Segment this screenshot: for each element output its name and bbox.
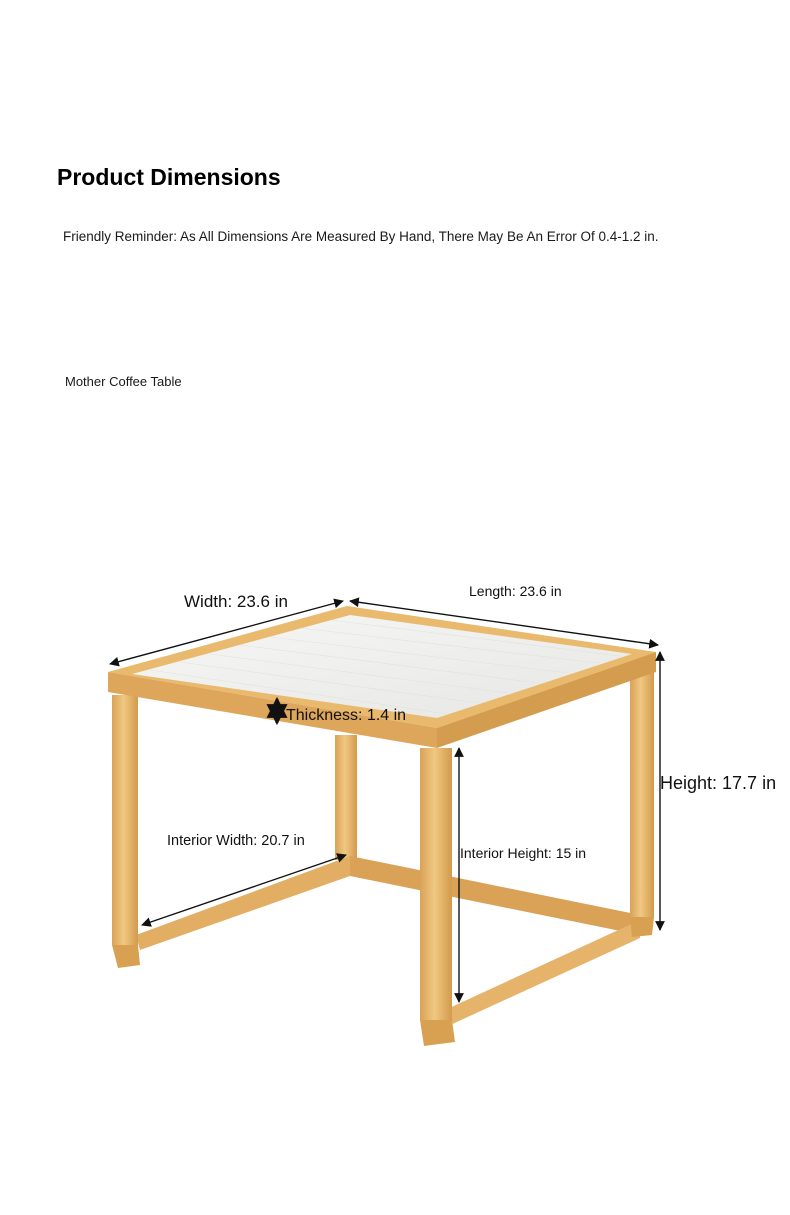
- page-title: Product Dimensions: [57, 164, 281, 190]
- front-center-leg: [420, 748, 452, 1020]
- front-center-foot: [420, 1020, 455, 1046]
- bottom-rail-right: [445, 920, 640, 1026]
- width-label: Width: 23.6 in: [184, 592, 288, 611]
- interior-height-label: Interior Height: 15 in: [460, 845, 587, 861]
- interior-width-arrow: [142, 855, 346, 925]
- thickness-label: Thickness: 1.4 in: [286, 707, 407, 724]
- product-name: Mother Coffee Table: [65, 374, 182, 389]
- back-right-leg: [630, 672, 654, 917]
- back-leg: [335, 735, 357, 860]
- length-label: Length: 23.6 in: [469, 583, 562, 599]
- front-left-leg: [112, 695, 138, 945]
- front-left-foot: [112, 945, 140, 968]
- interior-width-label: Interior Width: 20.7 in: [167, 833, 305, 849]
- bottom-rail-left: [136, 856, 350, 950]
- bottom-rail-back: [350, 856, 640, 935]
- height-label: Height: 17.7 in: [660, 773, 777, 793]
- measurement-reminder: Friendly Reminder: As All Dimensions Are Measured By Hand, There May Be An Error Of 0.4-1.2 in.: [63, 229, 659, 244]
- coffee-table-illustration: [108, 606, 656, 1046]
- back-right-foot: [630, 917, 654, 937]
